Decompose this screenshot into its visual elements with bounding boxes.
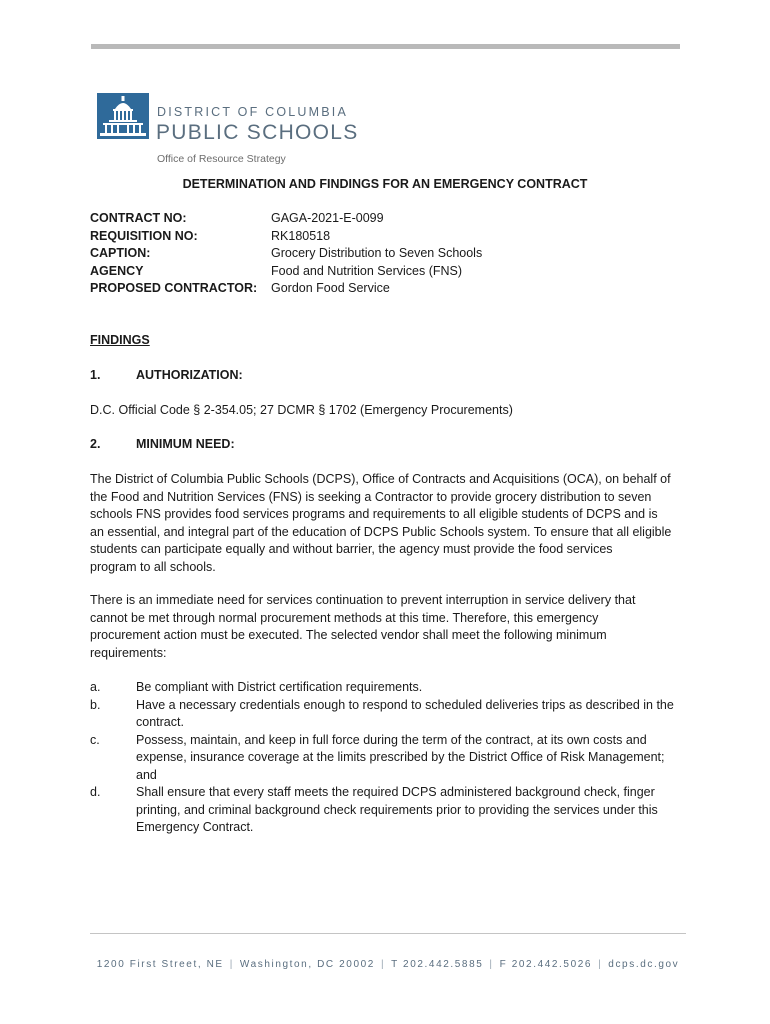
list-item-line: Emergency Contract. bbox=[136, 820, 254, 834]
footer-separator: | bbox=[489, 959, 494, 970]
list-item-line: expense, insurance coverage at the limits prescribed by the District Office of Risk Management; bbox=[136, 750, 665, 764]
paragraph-line: program to all schools. bbox=[90, 559, 216, 574]
list-item-letter: d. bbox=[90, 785, 101, 799]
list-item-line: Have a necessary credentials enough to respond to scheduled deliveries trips as described in the bbox=[136, 697, 674, 712]
list-item-line: Shall ensure that every staff meets the required DCPS administered background check, finger bbox=[136, 785, 655, 799]
section-2-number: 2. bbox=[90, 437, 101, 451]
footer-contact bbox=[90, 959, 686, 970]
list-item-letter: b. bbox=[90, 697, 101, 712]
field-value: RK180518 bbox=[271, 228, 331, 243]
section-1-text: D.C. Official Code § 2-354.05; 27 DCMR § 1702 (Emergency Procurements) bbox=[90, 403, 513, 417]
findings-heading: FINDINGS bbox=[90, 333, 150, 347]
field-label: REQUISITION NO: bbox=[90, 228, 198, 243]
field-label: AGENCY bbox=[90, 263, 144, 278]
field-value: Grocery Distribution to Seven Schools bbox=[271, 246, 483, 260]
paragraph-line: students can participate equally and without barrier, the agency must provide the food services bbox=[90, 542, 613, 556]
section-1-number: 1. bbox=[90, 368, 101, 382]
logo-public-schools-text: PUBLIC SCHOOLS bbox=[156, 121, 359, 144]
section-2-title: MINIMUM NEED: bbox=[136, 437, 235, 451]
field-label: CONTRACT NO: bbox=[90, 211, 187, 225]
section-1-title: AUTHORIZATION: bbox=[136, 368, 243, 382]
capitol-dome-icon bbox=[97, 93, 149, 139]
footer-fax: F 202.442.5026 bbox=[499, 959, 593, 970]
paragraph-line: the Food and Nutrition Services (FNS) is seeking a Contractor to provide grocery distribution to seven bbox=[90, 489, 652, 504]
field-label: CAPTION: bbox=[90, 246, 151, 260]
document-title: DETERMINATION AND FINDINGS FOR AN EMERGENCY CONTRACT bbox=[182, 177, 588, 191]
field-label: PROPOSED CONTRACTOR: bbox=[90, 281, 258, 295]
logo-district-text: DISTRICT OF COLUMBIA bbox=[157, 105, 349, 119]
paragraph-line: an essential, and integral part of the education of DCPS Public Schools system. To ensure that all eligible bbox=[90, 524, 672, 539]
paragraph-line: There is an immediate need for services continuation to prevent interruption in service delivery that bbox=[90, 593, 636, 607]
list-item-line: Be compliant with District certification requirements. bbox=[136, 680, 423, 694]
footer-separator: | bbox=[380, 959, 386, 970]
footer-city: Washington, DC 20002 bbox=[239, 959, 375, 970]
field-value: Gordon Food Service bbox=[271, 281, 390, 295]
footer-phone: T 202.442.5885 bbox=[391, 959, 484, 970]
field-value: Food and Nutrition Services (FNS) bbox=[271, 263, 463, 278]
dcps-logo bbox=[97, 93, 397, 171]
list-item-line: Possess, maintain, and keep in full force during the term of the contract, at its own costs and bbox=[136, 732, 647, 747]
top-divider bbox=[91, 44, 680, 49]
footer-separator: | bbox=[229, 959, 234, 970]
field-value: GAGA-2021-E-0099 bbox=[271, 211, 384, 225]
paragraph-line: The District of Columbia Public Schools (DCPS), Office of Contracts and Acquisitions (OCA), on behalf of bbox=[90, 472, 671, 486]
list-item-letter: a. bbox=[90, 680, 101, 694]
paragraph-line: procurement action must be executed. The selected vendor shall meet the following minimum bbox=[90, 628, 607, 642]
paragraph-line: schools FNS provides food services programs and requirements to all eligible students of DCPS and is bbox=[90, 507, 658, 521]
list-item-line: contract. bbox=[136, 715, 184, 729]
paragraph-line: cannot be met through normal procurement methods at this time. Therefore, this emergency bbox=[90, 610, 599, 625]
footer-website[interactable]: dcps.dc.gov bbox=[608, 959, 680, 970]
logo-office-text: Office of Resource Strategy bbox=[157, 153, 286, 165]
list-item-line: printing, and criminal background check requirements prior to providing the services under this bbox=[136, 802, 658, 817]
list-item-line: and bbox=[136, 767, 157, 782]
paragraph-line: requirements: bbox=[90, 645, 167, 660]
list-item-letter: c. bbox=[90, 732, 100, 747]
footer-divider bbox=[90, 933, 686, 934]
footer-separator: | bbox=[598, 959, 603, 970]
footer-address: 1200 First Street, NE bbox=[96, 959, 224, 970]
